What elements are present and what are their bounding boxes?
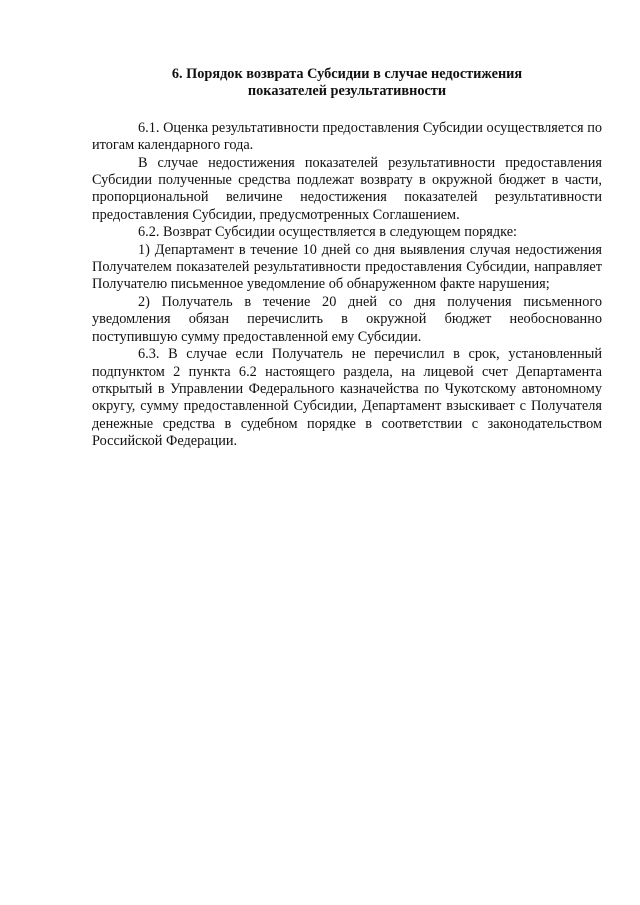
- paragraph-6-1: 6.1. Оценка результативности предоставления Субсидии осуществляется по итогам календарного года.: [92, 119, 602, 154]
- paragraph-refund-condition: В случае недостижения показателей результативности предоставления Субсидии полученные средства подлежат возврату в окружной бюджет в части, пропорциональной величине недостижения показателей результативности предоставления Субсидии, предусмотренных Соглашением.: [92, 154, 602, 223]
- paragraph-6-3: 6.3. В случае если Получатель не перечислил в срок, установленный подпунктом 2 пункта 6.2 настоящего раздела, на лицевой счет Департамента открытый в Управлении Федерального казначейства по Чукотскому автономному округу, сумму предоставленной Субсидии, Департамент взыскивает с Получателя денежные средства в судебном порядке в соответствии с законодательством Российской Федерации.: [92, 346, 602, 450]
- section-heading-line-1: 6. Порядок возврата Субсидии в случае недостижения: [171, 66, 523, 82]
- paragraph-6-2-item-2: 2) Получатель в течение 20 дней со дня получения письменного уведомления обязан перечислить в окружной бюджет необоснованно поступившую сумму предоставленной ему Субсидии.: [92, 293, 602, 345]
- paragraph-6-2: 6.2. Возврат Субсидии осуществляется в следующем порядке:: [138, 224, 518, 241]
- document-page: [92, 66, 602, 451]
- section-heading: [92, 66, 602, 101]
- section-heading-line-2: показателей результативности: [247, 83, 447, 100]
- paragraph-6-2-item-1: 1) Департамент в течение 10 дней со дня выявления случая недостижения Получателем показателей результативности предоставления Субсидии, направляет Получателю письменное уведомление об обнаруженном факте нарушения;: [92, 241, 602, 293]
